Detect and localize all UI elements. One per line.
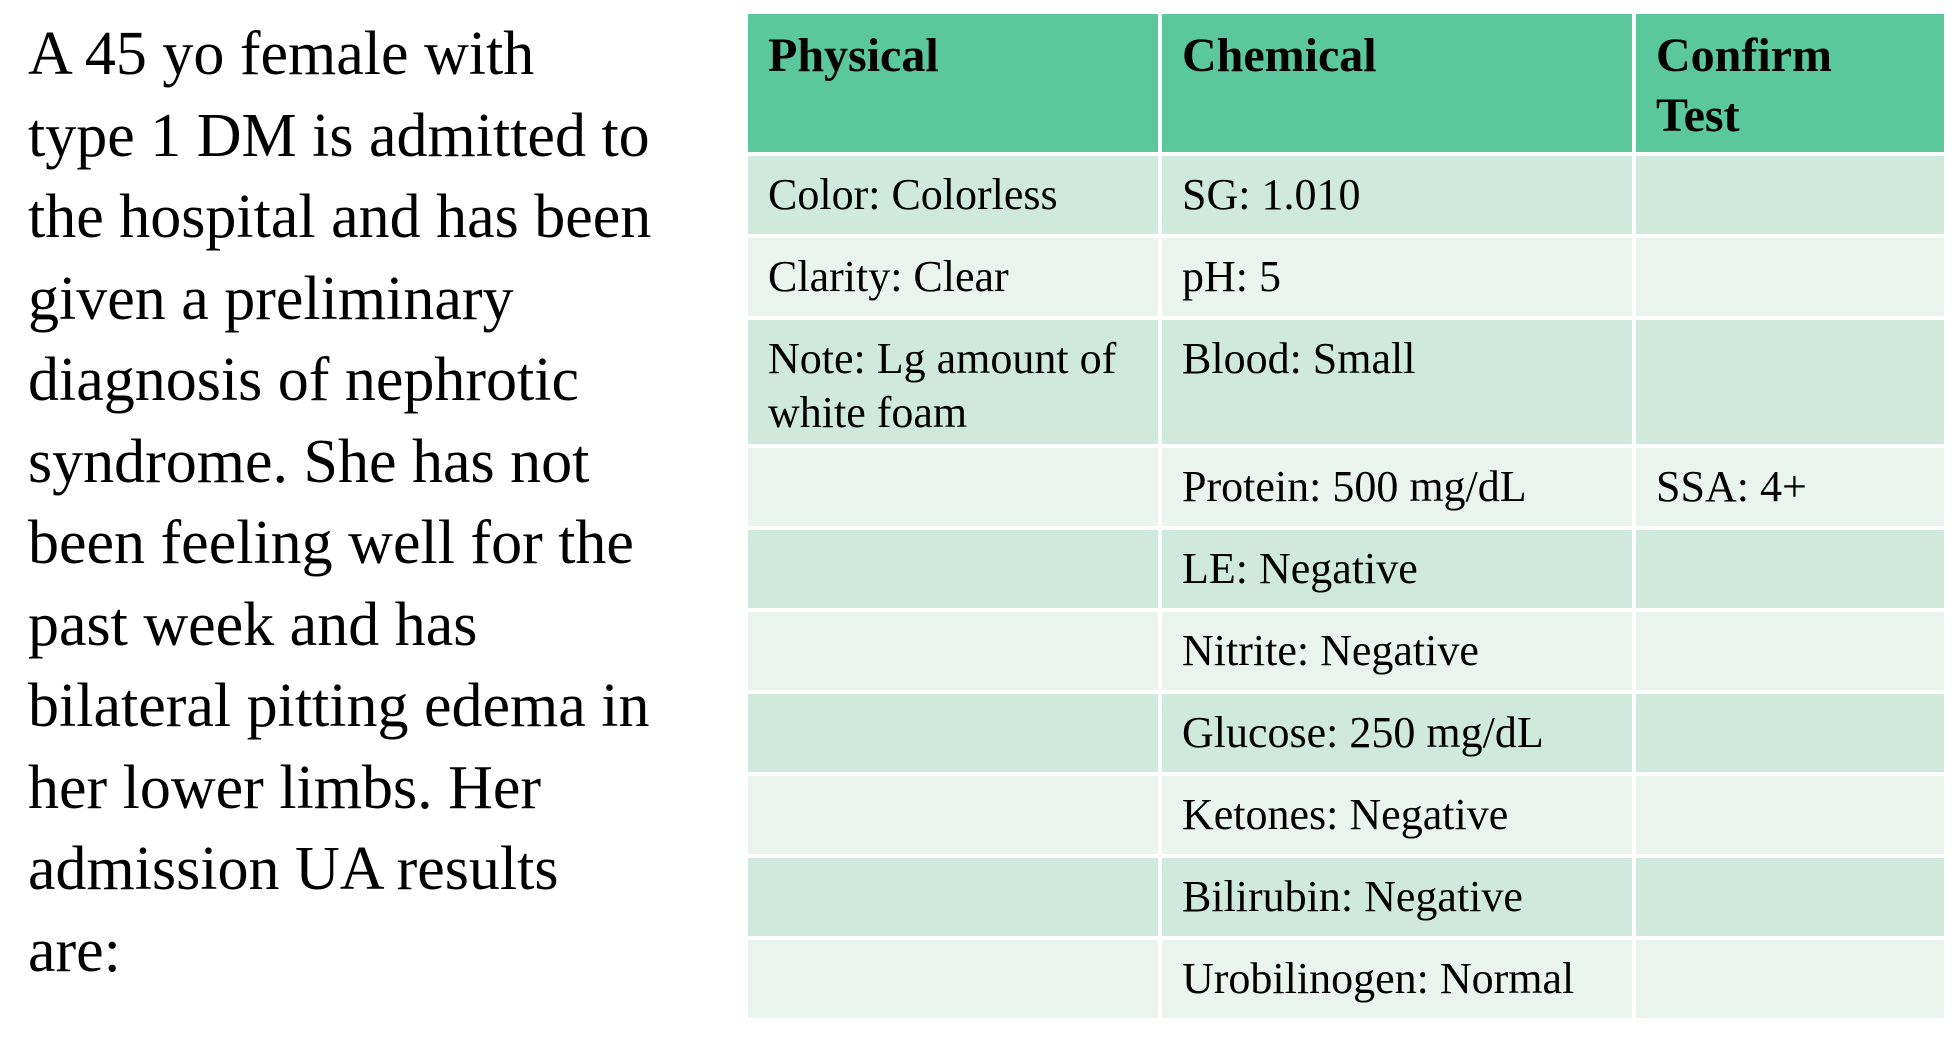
table-row — [746, 692, 1946, 774]
table-row — [746, 154, 1946, 236]
chemical-cell: Nitrite: Negative — [1160, 610, 1634, 692]
physical-cell — [746, 610, 1160, 692]
header-chemical: Chemical — [1160, 12, 1634, 154]
physical-cell: Color: Colorless — [746, 154, 1160, 236]
table-header-row — [746, 12, 1946, 154]
confirm-test-cell — [1634, 774, 1946, 856]
confirm-test-cell — [1634, 236, 1946, 318]
confirm-test-cell — [1634, 938, 1946, 1020]
table-row — [746, 938, 1946, 1020]
physical-cell — [746, 528, 1160, 610]
chemical-cell: Protein: 500 mg/dL — [1160, 446, 1634, 528]
physical-cell — [746, 692, 1160, 774]
chemical-cell: Glucose: 250 mg/dL — [1160, 692, 1634, 774]
table-row — [746, 236, 1946, 318]
physical-cell: Note: Lg amount of white foam — [746, 318, 1160, 446]
chemical-cell: SG: 1.010 — [1160, 154, 1634, 236]
header-confirm-test: Confirm Test — [1634, 12, 1946, 154]
physical-cell: Clarity: Clear — [746, 236, 1160, 318]
chemical-cell: Ketones: Negative — [1160, 774, 1634, 856]
confirm-test-cell — [1634, 692, 1946, 774]
table-row — [746, 446, 1946, 528]
header-physical: Physical — [746, 12, 1160, 154]
urinalysis-results-table — [744, 10, 1948, 1022]
confirm-test-cell — [1634, 528, 1946, 610]
confirm-test-cell — [1634, 318, 1946, 446]
chemical-cell: Urobilinogen: Normal — [1160, 938, 1634, 1020]
physical-cell — [746, 938, 1160, 1020]
table-row — [746, 774, 1946, 856]
table-row — [746, 318, 1946, 446]
case-description: A 45 yo female with type 1 DM is admitted to the hospital and has been given a preliminary diagnosis of nephrotic syndrome. She has not been feeling well for the past week and has bilateral pitting edema in her lower limbs. Her admission UA results are: — [28, 20, 652, 985]
chemical-cell: pH: 5 — [1160, 236, 1634, 318]
physical-cell — [746, 774, 1160, 856]
confirm-test-cell — [1634, 856, 1946, 938]
confirm-test-cell: SSA: 4+ — [1634, 446, 1946, 528]
table-row — [746, 610, 1946, 692]
physical-cell — [746, 856, 1160, 938]
physical-cell — [746, 446, 1160, 528]
confirm-test-cell — [1634, 610, 1946, 692]
chemical-cell: LE: Negative — [1160, 528, 1634, 610]
chemical-cell: Blood: Small — [1160, 318, 1634, 446]
chemical-cell: Bilirubin: Negative — [1160, 856, 1634, 938]
confirm-test-cell — [1634, 154, 1946, 236]
table-row — [746, 856, 1946, 938]
table-row — [746, 528, 1946, 610]
